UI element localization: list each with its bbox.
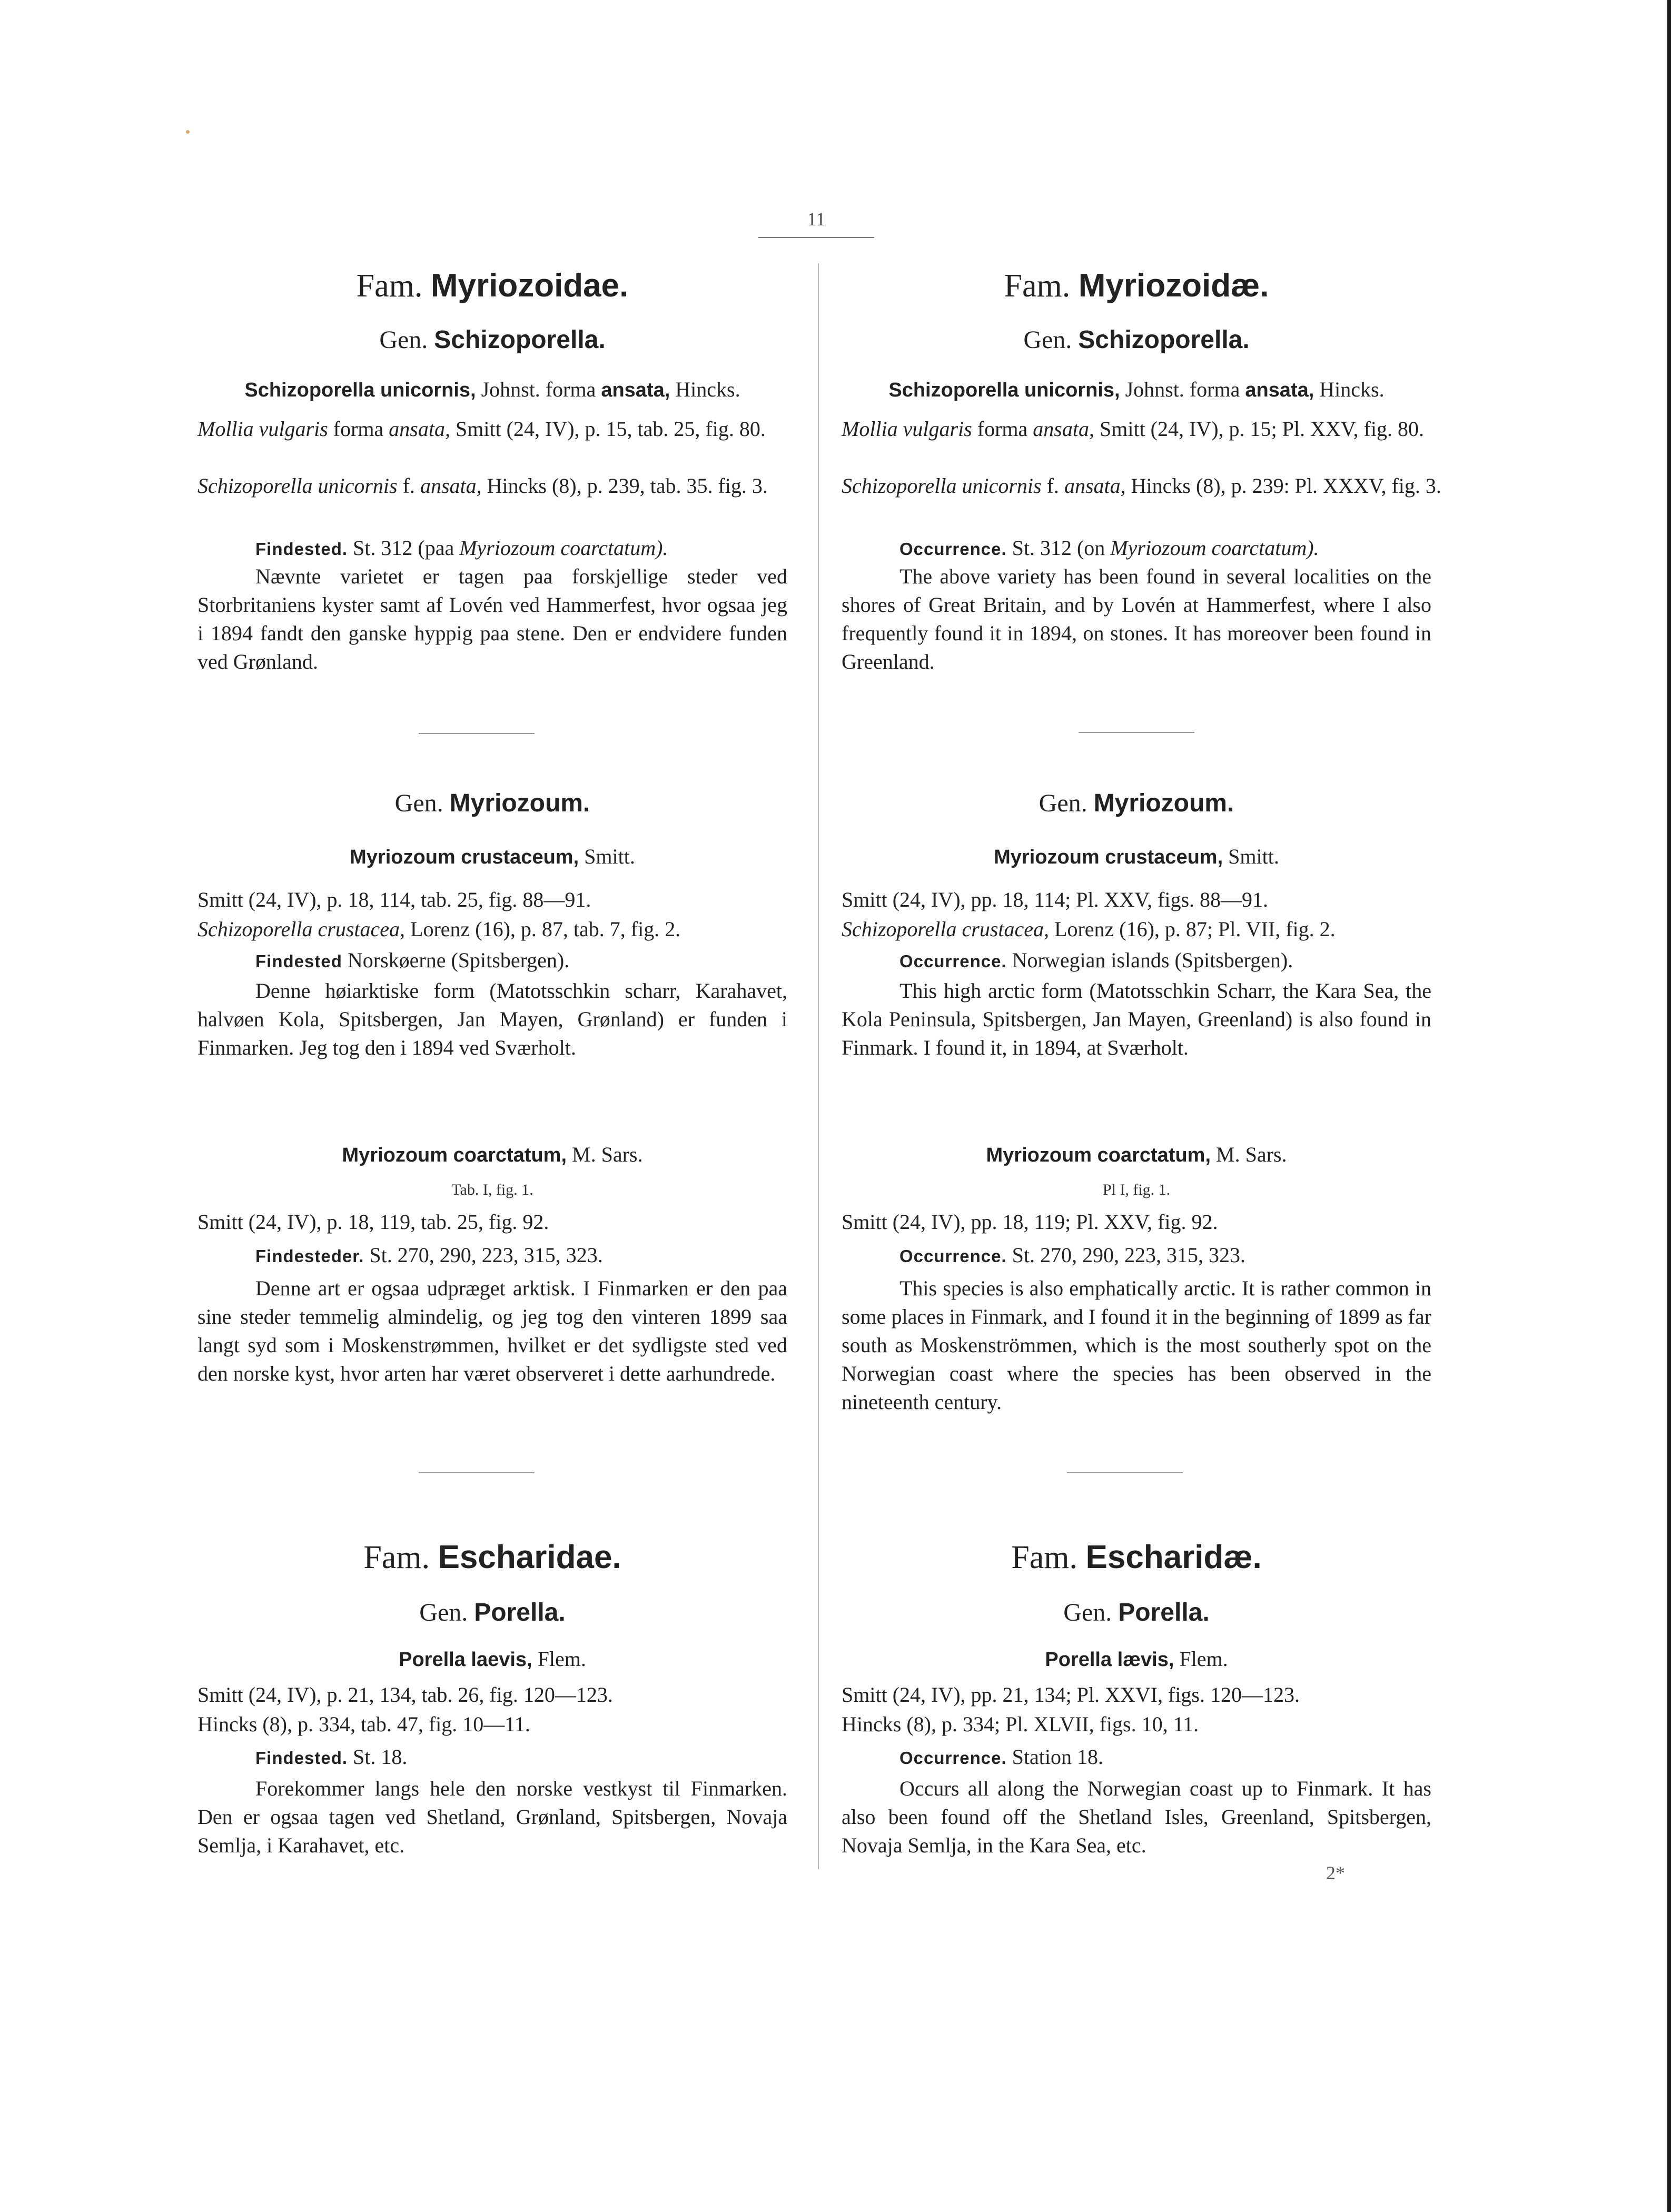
reference-text: Smitt (24, IV), p. 15; Pl. XXV, fig. 80. (1099, 417, 1424, 441)
locality-text: Norskøerne (Spitsbergen). (347, 948, 570, 972)
description-paragraph: Forekommer langs hele den norske vestkyst til Finmarken. Den er ogsaa tagen ved Shetland, Grønland, Spitsbergen, Novaja Semlja, i Karahavet, etc. (197, 1777, 787, 1857)
species-name: Myriozoum coarctatum, (342, 1144, 567, 1166)
reference-text: Lorenz (16), p. 87; Pl. VII, fig. 2. (1054, 917, 1336, 941)
locality-label: Findested. (255, 1748, 348, 1768)
locality-line (842, 1241, 1489, 1271)
locality-taxon: Myriozoum coarctatum). (459, 536, 668, 560)
reference-text: f. (402, 474, 415, 498)
reference-text: Smitt (24, IV), p. 15, tab. 25, fig. 80. (455, 417, 766, 441)
genus-prefix: Gen. (419, 1599, 468, 1626)
locality-line (842, 534, 1489, 563)
species-author: M. Sars. (1216, 1143, 1287, 1166)
locality-text: Norwegian islands (Spitsbergen). (1012, 948, 1293, 972)
section-rule (419, 733, 535, 734)
species-heading (197, 842, 787, 871)
reference-taxon: ansata, (389, 417, 450, 441)
reference: Smitt (24, IV), pp. 18, 114; Pl. XXV, figs. 88—91. (842, 888, 1269, 911)
genus-name: Schizoporella. (1078, 326, 1250, 354)
reference-text: forma (977, 417, 1028, 441)
species-name: Myriozoum coarctatum, (986, 1144, 1211, 1166)
species-author: Flem. (537, 1647, 586, 1671)
locality-line (197, 1743, 845, 1772)
locality-text: St. 312 (paa (353, 536, 454, 560)
species-author: M. Sars. (572, 1143, 643, 1166)
genus-prefix: Gen. (379, 326, 428, 354)
family-heading (842, 1538, 1431, 1578)
reference-text: Lorenz (16), p. 87, tab. 7, fig. 2. (410, 917, 681, 941)
reference-taxon: ansata, (420, 474, 482, 498)
family-name: Myriozoidae. (430, 267, 629, 304)
locality-label: Findested. (255, 539, 348, 559)
locality-line (842, 1743, 1489, 1772)
locality-label: Findesteder. (255, 1246, 364, 1266)
species-name: Schizoporella unicornis, (244, 379, 476, 401)
genus-heading (842, 1596, 1431, 1629)
description-paragraph: This high arctic form (Matotsschkin Scharr, the Kara Sea, the Kola Peninsula, Spitsbergen, Jan Mayen, Greenland) is also found in Finmark. I found it, in 1894, at Sværholt. (842, 979, 1431, 1059)
section-rule (1079, 732, 1194, 733)
family-prefix: Fam. (1004, 268, 1071, 304)
locality-text: St. 270, 290, 223, 315, 323. (369, 1243, 603, 1267)
locality-label: Occurrence. (899, 951, 1007, 971)
reference (197, 915, 787, 944)
description-paragraph: This species is also emphatically arctic. It is rather common in some places in Finmark, and I found it in the beginning of 1899 as far south as Moskenströmmen, which is the most southerly spot on the Norwegian coast where the species has been observed in the nineteenth century. (842, 1276, 1431, 1414)
reference: Smitt (24, IV), p. 18, 119, tab. 25, fig. 92. (197, 1210, 549, 1234)
reference-text: Hincks (8), p. 239: Pl. XXXV, fig. 3. (1131, 474, 1441, 498)
species-author: Johnst. forma (1125, 378, 1240, 401)
genus-name: Myriozoum. (1093, 789, 1234, 817)
family-prefix: Fam. (356, 268, 423, 304)
plate-reference: Pl I, fig. 1. (1102, 1181, 1171, 1198)
species-author: Smitt. (1228, 845, 1279, 868)
locality-line (197, 534, 845, 563)
locality-taxon: Myriozoum coarctatum). (1110, 536, 1319, 560)
page-number: 11 (807, 209, 826, 230)
family-name: Escharidae. (438, 1539, 621, 1575)
reference-text: f. (1046, 474, 1059, 498)
species-author: Smitt. (584, 845, 635, 868)
locality-label: Occurrence. (899, 539, 1007, 559)
genus-name: Porella. (1118, 1599, 1210, 1626)
reference (197, 472, 851, 500)
species-heading (842, 1140, 1431, 1169)
family-name: Escharidæ. (1085, 1539, 1262, 1575)
genus-prefix: Gen. (1039, 789, 1087, 817)
family-heading (197, 266, 787, 306)
family-name: Myriozoidæ. (1078, 267, 1269, 304)
page-number-rule (758, 237, 874, 238)
locality-text: St. 18. (353, 1745, 408, 1769)
species-heading (197, 1140, 787, 1169)
signature-mark: 2* (1326, 1862, 1345, 1883)
locality-text: St. 270, 290, 223, 315, 323. (1012, 1243, 1245, 1267)
forma-author: Hincks. (1319, 378, 1385, 401)
description-paragraph: Denne art er ogsaa udpræget arktisk. I Finmarken er den paa sine steder temmelig almindelig, og jeg tog den vinteren 1899 saa langt syd som i Moskenstrømmen, hvilket er det sydligste sted ved den norske kyst, hvor arten har været observeret i dette aarhundrede. (197, 1276, 787, 1385)
reference (197, 415, 851, 443)
reference (842, 415, 1495, 443)
family-heading (842, 266, 1431, 306)
species-heading (197, 375, 787, 404)
locality-text: Station 18. (1012, 1745, 1103, 1769)
species-heading (842, 842, 1431, 871)
reference: Smitt (24, IV), pp. 18, 119; Pl. XXV, fig. 92. (842, 1210, 1218, 1234)
locality-label: Occurrence. (899, 1748, 1007, 1768)
family-prefix: Fam. (1011, 1540, 1077, 1575)
species-heading (842, 1645, 1431, 1674)
reference: Smitt (24, IV), p. 21, 134, tab. 26, fig. 120—123. (197, 1683, 613, 1707)
section-rule (1067, 1472, 1183, 1473)
family-prefix: Fam. (363, 1540, 430, 1575)
species-name: Porella lævis, (1045, 1649, 1174, 1671)
genus-prefix: Gen. (394, 789, 443, 817)
locality-line (197, 1241, 845, 1271)
description-paragraph: The above variety has been found in several localities on the shores of Great Britain, and by Lovén at Hammerfest, where I also frequently found it in 1894, on stones. It has moreover been found in Greenland. (842, 564, 1431, 673)
genus-prefix: Gen. (1063, 1599, 1112, 1626)
species-name: Myriozoum crustaceum, (994, 846, 1223, 868)
species-name: Schizoporella unicornis, (888, 379, 1120, 401)
description-paragraph: Occurs all along the Norwegian coast up to Finmark. It has also been found off the Shetland Isles, Greenland, Spitsbergen, Novaja Semlja, in the Kara Sea, etc. (842, 1777, 1431, 1857)
forma-author: Hincks. (675, 378, 740, 401)
reference-taxon: Schizoporella unicornis (197, 474, 398, 498)
reference-taxon: Schizoporella unicornis (842, 474, 1042, 498)
locality-line (842, 946, 1489, 976)
description-paragraph: Nævnte varietet er tagen paa forskjellige steder ved Storbritaniens kyster samt af Lovén ved Hammerfest, hvor ogsaa jeg i 1894 fandt den ganske hyppig paa stene. Den er endvidere funden ved Grønland. (197, 564, 787, 673)
forma-name: ansata, (1245, 379, 1314, 401)
species-heading (197, 1645, 787, 1674)
column-divider (818, 263, 819, 1869)
reference-taxon: ansata, (1064, 474, 1126, 498)
genus-heading (842, 787, 1431, 820)
reference-taxon: Schizoporella crustacea, (197, 917, 406, 941)
genus-name: Schizoporella. (434, 326, 606, 354)
species-author: Flem. (1179, 1647, 1228, 1671)
species-author: Johnst. forma (481, 378, 596, 401)
genus-name: Myriozoum. (449, 789, 590, 817)
reference-text: Hincks (8), p. 239, tab. 35. fig. 3. (487, 474, 768, 498)
genus-name: Porella. (474, 1599, 566, 1626)
locality-line (197, 946, 845, 976)
forma-name: ansata, (601, 379, 670, 401)
genus-heading (197, 324, 787, 356)
reference-text: forma (333, 417, 384, 441)
genus-heading (197, 787, 787, 820)
family-heading (197, 1538, 787, 1578)
genus-heading (842, 324, 1431, 356)
reference (842, 915, 1431, 944)
reference: Hincks (8), p. 334, tab. 47, fig. 10—11. (197, 1712, 530, 1736)
species-heading (842, 375, 1431, 404)
ink-speck (186, 130, 190, 134)
species-name: Myriozoum crustaceum, (350, 846, 579, 868)
plate-reference: Tab. I, fig. 1. (451, 1181, 533, 1198)
reference: Smitt (24, IV), p. 18, 114, tab. 25, fig. 88—91. (197, 888, 591, 911)
reference-taxon: Mollia vulgaris (197, 417, 328, 441)
reference-taxon: ansata, (1033, 417, 1094, 441)
scan-edge-bar (1667, 0, 1671, 2212)
reference-taxon: Schizoporella crustacea, (842, 917, 1050, 941)
section-rule (419, 1472, 535, 1473)
description-paragraph: Denne høiarktiske form (Matotsschkin scharr, Karahavet, halvøen Kola, Spitsbergen, Jan Mayen, Grønland) er funden i Finmarken. Jeg tog den i 1894 ved Sværholt. (197, 979, 787, 1059)
reference: Smitt (24, IV), pp. 21, 134; Pl. XXVI, figs. 120—123. (842, 1683, 1300, 1707)
reference: Hincks (8), p. 334; Pl. XLVII, figs. 10, 11. (842, 1712, 1199, 1736)
locality-label: Findested (255, 951, 342, 971)
species-name: Porella laevis, (399, 1649, 532, 1671)
genus-prefix: Gen. (1023, 326, 1072, 354)
reference (842, 472, 1495, 500)
locality-label: Occurrence. (899, 1246, 1007, 1266)
genus-heading (197, 1596, 787, 1629)
locality-text: St. 312 (on (1012, 536, 1105, 560)
reference-taxon: Mollia vulgaris (842, 417, 972, 441)
